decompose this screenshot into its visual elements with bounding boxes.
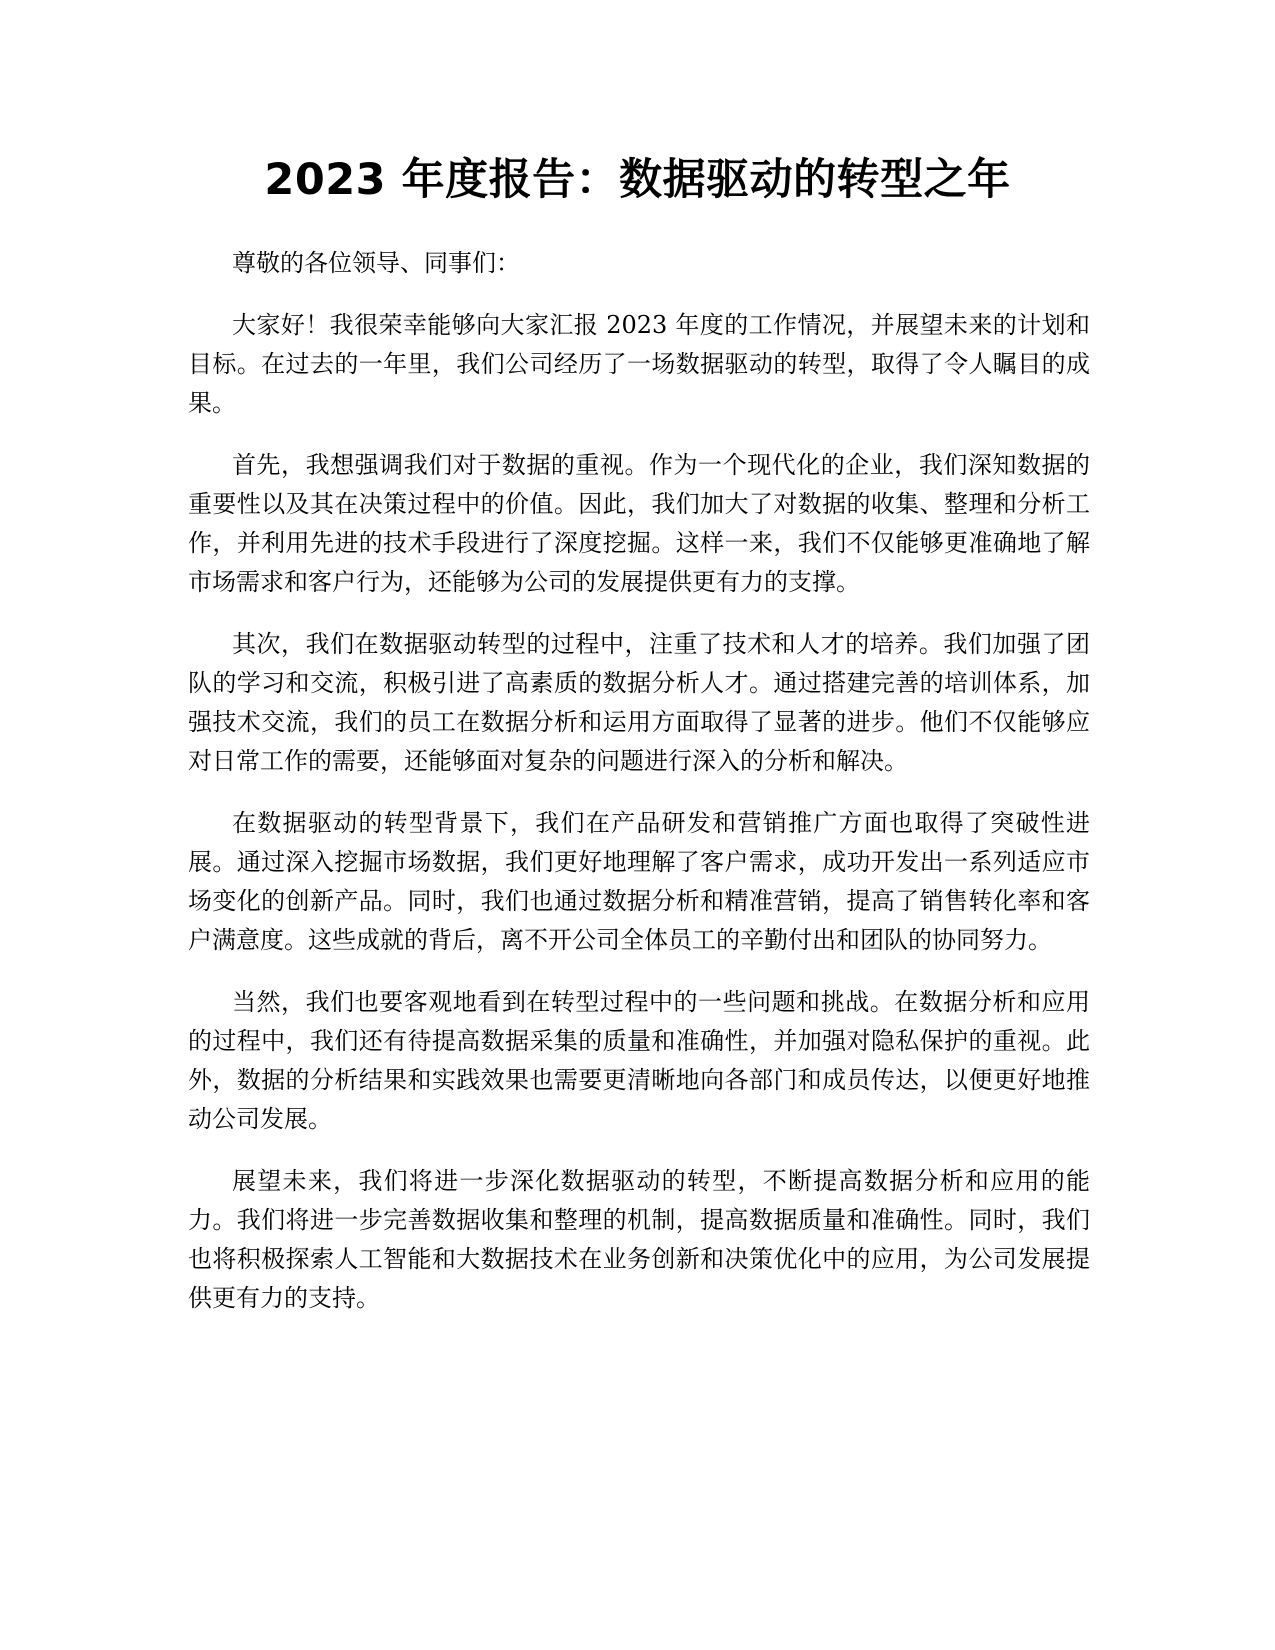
paragraph-outlook: 展望未来，我们将进一步深化数据驱动的转型，不断提高数据分析和应用的能力。我们将进一步完善数据收集和整理的机制，提高数据质量和准确性。同时，我们也将积极探索人工智能和大数据技术在业务创新和决策优化中的应用，为公司发展提供更有力的支持。 — [188, 1167, 1090, 1312]
salutation: 尊敬的各位领导、同事们： — [232, 249, 520, 277]
paragraph-talent-training: 其次，我们在数据驱动转型的过程中，注重了技术和人才的培养。我们加强了团队的学习和交流，积极引进了高素质的数据分析人才。通过搭建完善的培训体系，加强技术交流，我们的员工在数据分析和运用方面取得了显著的进步。他们不仅能够应对日常工作的需要，还能够面对复杂的问题进行深入的分析和解决。 — [188, 630, 1090, 775]
paragraph-greeting: 大家好！我很荣幸能够向大家汇报 2023 年度的工作情况，并展望未来的计划和目标。在过去的一年里，我们公司经历了一场数据驱动的转型，取得了令人瞩目的成果。 — [188, 311, 1090, 417]
paragraph-product-marketing: 在数据驱动的转型背景下，我们在产品研发和营销推广方面也取得了突破性进展。通过深入挖掘市场数据，我们更好地理解了客户需求，成功开发出一系列适应市场变化的创新产品。同时，我们也通过数据分析和精准营销，提高了销售转化率和客户满意度。这些成就的背后，离不开公司全体员工的辛勤付出和团队的协同努力。 — [188, 809, 1090, 954]
document-title: 2023 年度报告：数据驱动的转型之年 — [264, 155, 1011, 205]
paragraph-data-importance: 首先，我想强调我们对于数据的重视。作为一个现代化的企业，我们深知数据的重要性以及其在决策过程中的价值。因此，我们加大了对数据的收集、整理和分析工作，并利用先进的技术手段进行了深度挖掘。这样一来，我们不仅能够更准确地了解市场需求和客户行为，还能够为公司的发展提供更有力的支撑。 — [188, 451, 1090, 596]
paragraph-challenges: 当然，我们也要客观地看到在转型过程中的一些问题和挑战。在数据分析和应用的过程中，我们还有待提高数据采集的质量和准确性，并加强对隐私保护的重视。此外，数据的分析结果和实践效果也需要更清晰地向各部门和成员传达，以便更好地推动公司发展。 — [188, 988, 1090, 1133]
document-body — [188, 244, 1090, 1341]
